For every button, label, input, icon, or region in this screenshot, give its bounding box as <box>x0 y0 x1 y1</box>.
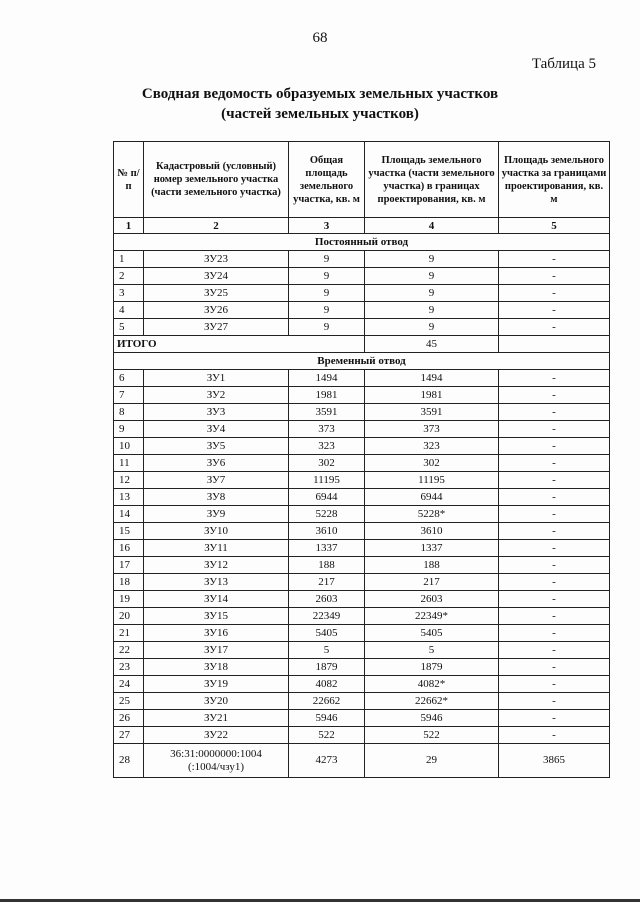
row-number: 12 <box>114 472 144 489</box>
total-area: 9 <box>289 285 365 302</box>
table-row <box>114 591 610 608</box>
cadastral-id: ЗУ7 <box>144 472 289 489</box>
table-row <box>114 523 610 540</box>
total-area: 9 <box>289 319 365 336</box>
cadastral-id: ЗУ26 <box>144 302 289 319</box>
area-outside: - <box>499 540 610 557</box>
total-area: 217 <box>289 574 365 591</box>
row-number: 28 <box>114 744 144 778</box>
table-row <box>114 642 610 659</box>
cadastral-id: ЗУ19 <box>144 676 289 693</box>
cadastral-id-line-1: 36:31:0000000:1004 <box>170 747 262 760</box>
cadastral-id: ЗУ12 <box>144 557 289 574</box>
cadastral-id: ЗУ27 <box>144 319 289 336</box>
table-row <box>114 744 610 778</box>
area-outside: - <box>499 319 610 336</box>
table-row <box>114 370 610 387</box>
area-outside: - <box>499 251 610 268</box>
row-number: 19 <box>114 591 144 608</box>
table-row <box>114 404 610 421</box>
row-number: 14 <box>114 506 144 523</box>
area-outside: - <box>499 268 610 285</box>
area-inside: 9 <box>365 251 499 268</box>
area-outside: - <box>499 625 610 642</box>
area-inside: 11195 <box>365 472 499 489</box>
area-outside: - <box>499 710 610 727</box>
cadastral-id: ЗУ5 <box>144 438 289 455</box>
total-area: 1494 <box>289 370 365 387</box>
total-area: 5 <box>289 642 365 659</box>
area-inside: 5 <box>365 642 499 659</box>
cadastral-id: ЗУ18 <box>144 659 289 676</box>
cadastral-id: ЗУ13 <box>144 574 289 591</box>
area-inside: 5405 <box>365 625 499 642</box>
area-outside: - <box>499 693 610 710</box>
total-row <box>114 336 610 353</box>
table-row <box>114 319 610 336</box>
area-outside: - <box>499 421 610 438</box>
area-inside: 9 <box>365 285 499 302</box>
total-area: 22662 <box>289 693 365 710</box>
table-row <box>114 251 610 268</box>
row-number: 18 <box>114 574 144 591</box>
table-row <box>114 727 610 744</box>
column-number: 4 <box>365 218 499 234</box>
area-inside: 1337 <box>365 540 499 557</box>
total-area: 5946 <box>289 710 365 727</box>
total-area: 6944 <box>289 489 365 506</box>
empty-cell <box>499 336 610 353</box>
total-area: 1337 <box>289 540 365 557</box>
area-outside: - <box>499 727 610 744</box>
land-plots-table <box>113 141 610 778</box>
area-outside: - <box>499 506 610 523</box>
cadastral-id: ЗУ8 <box>144 489 289 506</box>
total-area: 2603 <box>289 591 365 608</box>
row-number: 6 <box>114 370 144 387</box>
area-outside: 3865 <box>499 744 610 778</box>
cadastral-id: ЗУ21 <box>144 710 289 727</box>
row-number: 26 <box>114 710 144 727</box>
area-inside: 9 <box>365 302 499 319</box>
area-inside: 22349* <box>365 608 499 625</box>
header-number: № п/п <box>114 142 144 218</box>
table-row <box>114 438 610 455</box>
header-total-area: Общая площадь земельного участка, кв. м <box>289 142 365 218</box>
row-number: 17 <box>114 557 144 574</box>
area-inside: 1494 <box>365 370 499 387</box>
header-area-outside: Площадь земельного участка за границами проектирования, кв. м <box>499 142 610 218</box>
area-outside: - <box>499 642 610 659</box>
total-area: 5405 <box>289 625 365 642</box>
total-area: 4273 <box>289 744 365 778</box>
header-row <box>114 142 610 218</box>
table-row <box>114 608 610 625</box>
cadastral-id: ЗУ2 <box>144 387 289 404</box>
area-outside: - <box>499 608 610 625</box>
area-inside: 522 <box>365 727 499 744</box>
column-number: 3 <box>289 218 365 234</box>
area-inside: 22662* <box>365 693 499 710</box>
row-number: 15 <box>114 523 144 540</box>
row-number: 8 <box>114 404 144 421</box>
area-inside: 9 <box>365 319 499 336</box>
total-area: 302 <box>289 455 365 472</box>
cadastral-id: ЗУ11 <box>144 540 289 557</box>
row-number: 24 <box>114 676 144 693</box>
cadastral-id: ЗУ24 <box>144 268 289 285</box>
area-inside: 3591 <box>365 404 499 421</box>
row-number: 5 <box>114 319 144 336</box>
table-row <box>114 387 610 404</box>
total-area: 5228 <box>289 506 365 523</box>
area-outside: - <box>499 489 610 506</box>
cadastral-id: ЗУ1 <box>144 370 289 387</box>
total-area: 9 <box>289 302 365 319</box>
row-number: 3 <box>114 285 144 302</box>
area-inside: 5228* <box>365 506 499 523</box>
table-label: Таблица 5 <box>531 56 596 72</box>
cadastral-id: ЗУ10 <box>144 523 289 540</box>
area-inside: 323 <box>365 438 499 455</box>
header-area-inside: Площадь земельного участка (части земельного участка) в границах проектирования, кв. м <box>365 142 499 218</box>
row-number: 16 <box>114 540 144 557</box>
area-outside: - <box>499 676 610 693</box>
table-row <box>114 625 610 642</box>
cadastral-id: ЗУ22 <box>144 727 289 744</box>
cadastral-id: ЗУ4 <box>144 421 289 438</box>
cadastral-id: ЗУ20 <box>144 693 289 710</box>
table-row <box>114 676 610 693</box>
total-area: 9 <box>289 268 365 285</box>
cadastral-id: ЗУ25 <box>144 285 289 302</box>
area-inside: 217 <box>365 574 499 591</box>
area-outside: - <box>499 404 610 421</box>
total-area: 11195 <box>289 472 365 489</box>
table-row <box>114 302 610 319</box>
area-outside: - <box>499 387 610 404</box>
total-area: 373 <box>289 421 365 438</box>
row-number: 25 <box>114 693 144 710</box>
section-permanent-label: Постоянный отвод <box>114 234 610 251</box>
page-number: 68 <box>312 30 328 46</box>
row-number: 7 <box>114 387 144 404</box>
area-outside: - <box>499 302 610 319</box>
cadastral-id: ЗУ17 <box>144 642 289 659</box>
cadastral-id: ЗУ15 <box>144 608 289 625</box>
table-row <box>114 421 610 438</box>
area-inside: 29 <box>365 744 499 778</box>
total-area: 22349 <box>289 608 365 625</box>
area-inside: 188 <box>365 557 499 574</box>
cadastral-id: ЗУ14 <box>144 591 289 608</box>
area-outside: - <box>499 285 610 302</box>
total-area: 188 <box>289 557 365 574</box>
area-inside: 1981 <box>365 387 499 404</box>
cadastral-id <box>144 744 289 778</box>
table-row <box>114 268 610 285</box>
table-row <box>114 506 610 523</box>
column-number: 5 <box>499 218 610 234</box>
row-number: 23 <box>114 659 144 676</box>
cadastral-id: ЗУ6 <box>144 455 289 472</box>
table-row <box>114 540 610 557</box>
row-number: 9 <box>114 421 144 438</box>
column-numbers-row <box>114 218 610 234</box>
total-area: 522 <box>289 727 365 744</box>
total-area: 4082 <box>289 676 365 693</box>
row-number: 13 <box>114 489 144 506</box>
section-temporary-label: Временный отвод <box>114 353 610 370</box>
area-outside: - <box>499 557 610 574</box>
cadastral-id: ЗУ9 <box>144 506 289 523</box>
area-inside: 4082* <box>365 676 499 693</box>
area-inside: 6944 <box>365 489 499 506</box>
total-value: 45 <box>365 336 499 353</box>
area-outside: - <box>499 472 610 489</box>
table-row <box>114 693 610 710</box>
area-inside: 373 <box>365 421 499 438</box>
table-row <box>114 455 610 472</box>
row-number: 21 <box>114 625 144 642</box>
table-row <box>114 285 610 302</box>
bottom-border <box>0 899 640 902</box>
area-outside: - <box>499 591 610 608</box>
document-title <box>0 84 640 124</box>
area-outside: - <box>499 438 610 455</box>
title-line-2: (частей земельных участков) <box>221 106 419 122</box>
cadastral-id: ЗУ23 <box>144 251 289 268</box>
row-number: 4 <box>114 302 144 319</box>
row-number: 20 <box>114 608 144 625</box>
row-number: 11 <box>114 455 144 472</box>
table-row <box>114 659 610 676</box>
row-number: 27 <box>114 727 144 744</box>
area-outside: - <box>499 455 610 472</box>
area-inside: 9 <box>365 268 499 285</box>
total-area: 3610 <box>289 523 365 540</box>
area-inside: 1879 <box>365 659 499 676</box>
row-number: 22 <box>114 642 144 659</box>
table-row <box>114 557 610 574</box>
table-row <box>114 574 610 591</box>
total-label: ИТОГО <box>114 336 365 353</box>
row-number: 1 <box>114 251 144 268</box>
total-area: 323 <box>289 438 365 455</box>
area-outside: - <box>499 523 610 540</box>
table-row <box>114 489 610 506</box>
column-number: 2 <box>144 218 289 234</box>
area-inside: 5946 <box>365 710 499 727</box>
column-number: 1 <box>114 218 144 234</box>
section-permanent-row <box>114 234 610 251</box>
header-cadastral-number: Кадастровый (условный) номер земельного участка (части земельного участка) <box>144 142 289 218</box>
total-area: 3591 <box>289 404 365 421</box>
area-outside: - <box>499 574 610 591</box>
area-inside: 302 <box>365 455 499 472</box>
area-inside: 3610 <box>365 523 499 540</box>
cadastral-id: ЗУ16 <box>144 625 289 642</box>
row-number: 10 <box>114 438 144 455</box>
cadastral-id: ЗУ3 <box>144 404 289 421</box>
row-number: 2 <box>114 268 144 285</box>
section-temporary-row <box>114 353 610 370</box>
table-row <box>114 710 610 727</box>
area-inside: 2603 <box>365 591 499 608</box>
total-area: 1981 <box>289 387 365 404</box>
total-area: 9 <box>289 251 365 268</box>
total-area: 1879 <box>289 659 365 676</box>
area-outside: - <box>499 659 610 676</box>
cadastral-id-line-2: (:1004/чзу1) <box>187 760 245 773</box>
area-outside: - <box>499 370 610 387</box>
table-row <box>114 472 610 489</box>
title-line-1: Сводная ведомость образуемых земельных участков <box>141 86 499 102</box>
